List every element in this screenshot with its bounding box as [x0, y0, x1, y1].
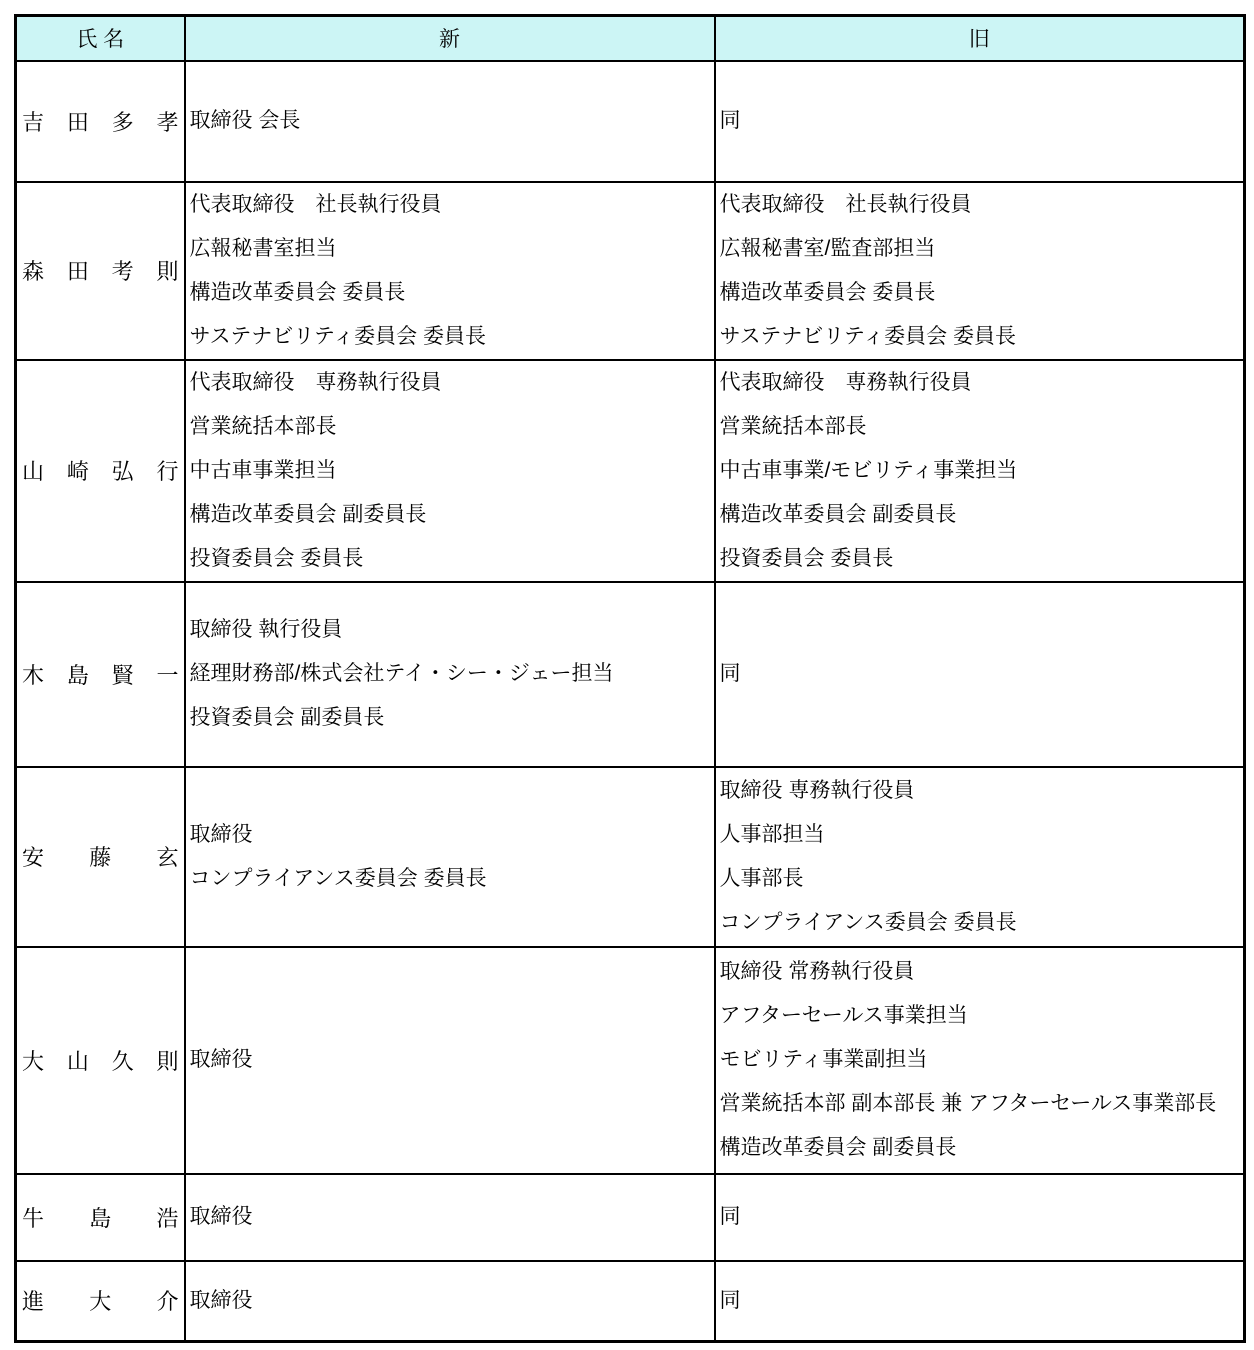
table-header — [16, 16, 1245, 61]
table-row — [16, 1261, 1245, 1342]
position-line: 構造改革委員会 副委員長 — [189, 502, 427, 526]
position-line: 投資委員会 副委員長 — [189, 706, 385, 729]
position-line: 取締役 専務執行役員 — [719, 778, 915, 802]
old-position-cell — [715, 1174, 1245, 1261]
position-line: 広報秘書室/監査部担当 — [719, 236, 936, 260]
old-position-cell — [715, 61, 1245, 182]
position-line: 同 — [719, 662, 741, 685]
position-line: 取締役 — [189, 1205, 253, 1228]
position-line: 投資委員会 委員長 — [189, 546, 364, 570]
position-line: 構造改革委員会 副委員長 — [719, 1136, 957, 1159]
person-name: 森 田 考 則 — [22, 259, 179, 284]
table-row — [16, 767, 1245, 947]
table-row — [16, 61, 1245, 182]
position-line: 取締役 — [189, 1288, 253, 1312]
position-line: 同 — [719, 1288, 741, 1312]
header-name-column: 氏 名 — [16, 16, 185, 61]
table-row — [16, 582, 1245, 767]
position-line: 構造改革委員会 委員長 — [189, 280, 406, 304]
table-row — [16, 947, 1245, 1174]
new-position-cell — [185, 582, 715, 767]
header-new-column: 新 — [185, 16, 715, 61]
position-line: 代表取締役 専務執行役員 — [189, 370, 442, 394]
person-name-cell — [16, 767, 185, 947]
person-name-cell — [16, 947, 185, 1174]
position-line: サステナビリティ委員会 委員長 — [189, 324, 486, 348]
person-name-cell — [16, 582, 185, 767]
position-line: 人事部担当 — [719, 822, 825, 846]
person-name-cell — [16, 360, 185, 582]
position-line: 代表取締役 専務執行役員 — [719, 370, 972, 394]
position-line: 広報秘書室担当 — [189, 236, 337, 260]
old-position-cell — [715, 947, 1245, 1174]
person-name: 吉 田 多 孝 — [22, 109, 179, 135]
position-line: 同 — [719, 1205, 741, 1228]
position-line: 営業統括本部 副本部長 兼 アフターセールス事業部長 — [719, 1092, 1217, 1115]
old-position-cell — [715, 360, 1245, 582]
position-line: 代表取締役 社長執行役員 — [189, 192, 442, 216]
new-position-cell — [185, 767, 715, 947]
table-row — [16, 1174, 1245, 1261]
position-line: コンプライアンス委員会 委員長 — [719, 910, 1017, 934]
table-row — [16, 182, 1245, 360]
old-position-cell — [715, 582, 1245, 767]
position-line: サステナビリティ委員会 委員長 — [719, 324, 1016, 348]
person-name-cell — [16, 1261, 185, 1342]
header-old-column: 旧 — [715, 16, 1245, 61]
position-line: 中古車事業担当 — [189, 458, 337, 482]
personnel-change-table — [14, 14, 1246, 1343]
header-row — [16, 16, 1245, 61]
person-name: 山 崎 弘 行 — [22, 459, 179, 484]
new-position-cell — [185, 182, 715, 360]
person-name-cell — [16, 1174, 185, 1261]
person-name: 進 大 介 — [22, 1289, 179, 1315]
position-line: 取締役 常務執行役員 — [719, 960, 915, 983]
position-line: 経理財務部/株式会社テイ・シー・ジェー担当 — [189, 662, 614, 685]
old-position-cell — [715, 1261, 1245, 1342]
position-line: コンプライアンス委員会 委員長 — [189, 866, 487, 890]
new-position-cell — [185, 360, 715, 582]
old-position-cell — [715, 182, 1245, 360]
new-position-cell — [185, 1261, 715, 1342]
position-line: アフターセールス事業担当 — [719, 1004, 968, 1027]
position-line: 投資委員会 委員長 — [719, 546, 894, 570]
position-line: 営業統括本部長 — [189, 414, 337, 438]
position-line: モビリティ事業副担当 — [719, 1048, 928, 1071]
position-line: 構造改革委員会 委員長 — [719, 280, 936, 304]
position-line: 取締役 — [189, 1048, 253, 1071]
person-name: 木 島 賢 一 — [22, 662, 179, 688]
new-position-cell — [185, 61, 715, 182]
person-name-cell — [16, 61, 185, 182]
position-line: 営業統括本部長 — [719, 414, 867, 438]
table-body — [16, 61, 1245, 1342]
person-name: 牛 島 浩 — [22, 1205, 179, 1231]
position-line: 取締役 執行役員 — [189, 618, 343, 641]
person-name-cell — [16, 182, 185, 360]
position-line: 中古車事業/モビリティ事業担当 — [719, 458, 1018, 482]
table-row — [16, 360, 1245, 582]
position-line: 同 — [719, 109, 741, 132]
new-position-cell — [185, 1174, 715, 1261]
position-line: 取締役 会長 — [189, 109, 301, 132]
person-name: 大 山 久 則 — [22, 1048, 179, 1074]
position-line: 代表取締役 社長執行役員 — [719, 192, 972, 216]
position-line: 人事部長 — [719, 866, 804, 890]
position-line: 取締役 — [189, 822, 253, 846]
person-name: 安 藤 玄 — [22, 845, 179, 870]
old-position-cell — [715, 767, 1245, 947]
new-position-cell — [185, 947, 715, 1174]
position-line: 構造改革委員会 副委員長 — [719, 502, 957, 526]
